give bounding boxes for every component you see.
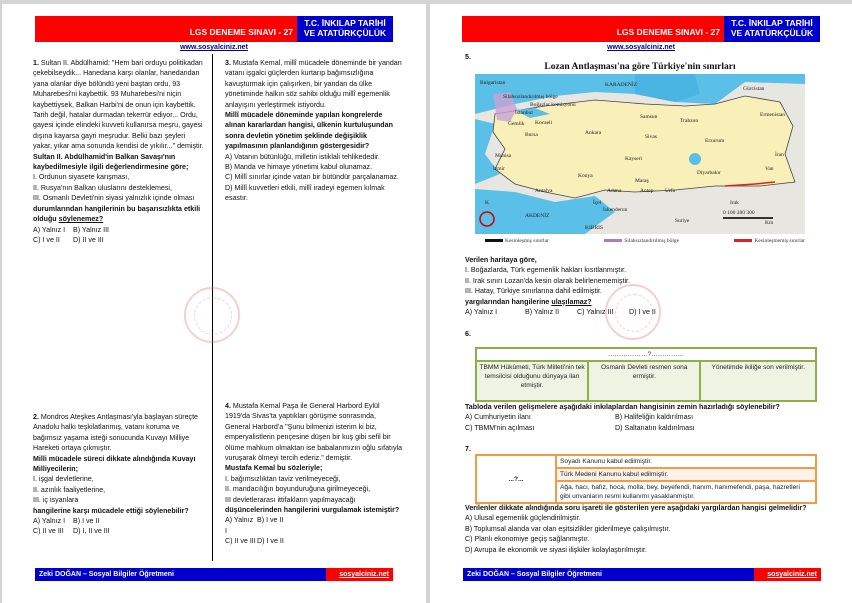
svg-text:Sivas: Sivas <box>645 134 657 140</box>
website-link[interactable]: www.sosyalciniz.net <box>607 44 675 51</box>
svg-text:Konya: Konya <box>578 173 593 179</box>
q1-stem: Sultan II. Abdülhamid'in Balkan Savaşı'nın kaybedilmesiyle ilgili değerlendirmesine göre; <box>33 152 189 172</box>
q2-option-d[interactable]: D) I, II ve III <box>73 527 110 536</box>
question-7-number: 7. <box>465 445 471 453</box>
question-2: 2. Mondros Ateşkes Antlaşması'yla başlayan süreçte Anadolu halkı teşkilatlanmış, vatanı koruma ve bağımsız yaşama isteği sonucunda Kuvayı Milliye Hareketi ortaya çıkmıştır. Milli mücadele süreci dikkate alındığında Kuvayı Milliyecilerin; I. işgal devletlerine, II. azınlık faaliyetlerine, III. iç isyanlara hangilerine karşı mücadele ettiği söylenebilir? A) Yalnız I B) I ve II C) II ve III D) I, II ve III <box>33 413 199 536</box>
q2-option-c[interactable]: C) II ve III <box>33 527 64 536</box>
q7-option-a[interactable]: A) Ulusal egemenlik güçlendirilmiştir. <box>465 514 581 523</box>
svg-text:Adana: Adana <box>607 188 622 194</box>
svg-text:İstanbul: İstanbul <box>515 110 533 116</box>
q4-option-a[interactable]: A) Yalnız I <box>225 516 254 535</box>
footer-author: Zeki DOĞAN – Sosyal Bilgiler Öğretmeni <box>463 568 754 581</box>
footer-site-link[interactable]: sosyalciniz.net <box>326 568 393 581</box>
q6-option-c[interactable]: C) TBMM'nin açılması <box>465 423 535 432</box>
map-legend: Kesinleşmiş sınırlar Silahsızlandırılmış bölge Kesinleşmemiş sınırlar <box>485 238 805 244</box>
map-label-bulgaristan: Bulgaristan <box>480 80 506 86</box>
q6-option-d[interactable]: D) Saltanatın kaldırılması <box>615 423 695 432</box>
svg-text:Kocaeli: Kocaeli <box>535 120 553 126</box>
svg-text:Trabzon: Trabzon <box>680 118 699 124</box>
question-3: 3. Mustafa Kemal, millî mücadele döneminde bir yandan vatanı işgalci güçlerden kurtarıp bağımsızlığına kavuşturmak için çalışırken, bir yandan da ülke yönetiminde halkın söz sahibi olduğu millî egemenlik anlayışını yerleştirmek istiyordu. Millî mücadele döneminde yapılan kongrelerde alınan kararlardan hangisi, ülkenin kurtuluşundan sonra devletin yönetim şeklinde değişiklik yapılmasının planlandığının göstergesidir? A) Vatanın bütünlüğü, milletin istiklali tehlikededir. B) Manda ve himaye yönetimi kabul olunamaz. C) Millî sınırlar içinde vatan bir bütündür parçalanamaz. D) Millî kuvvetleri etkili, millî iradeyi egemen kılmak esastır. <box>225 59 402 203</box>
page-header <box>462 16 820 42</box>
svg-text:İçel: İçel <box>593 200 602 206</box>
q1-option-b[interactable]: B) Yalnız III <box>73 225 110 234</box>
q6-option-b[interactable]: B) Halifeliğin kaldırılması <box>615 413 694 422</box>
q5-option-a[interactable]: A) Yalnız I <box>465 308 498 317</box>
page-footer <box>463 568 821 581</box>
svg-text:Km: Km <box>765 220 774 226</box>
svg-text:Diyarbakır: Diyarbakır <box>697 170 721 176</box>
q7-option-b[interactable]: B) Toplumsal alanda var olan eşitsizlikler giderilmeye çalışılmıştır. <box>465 524 671 533</box>
svg-text:Manisa: Manisa <box>495 153 512 159</box>
svg-text:Antalya: Antalya <box>535 188 553 194</box>
ministry-seal-watermark <box>184 287 240 343</box>
svg-text:Bursa: Bursa <box>525 132 538 138</box>
svg-text:Silahsızlandırılmış bölge: Silahsızlandırılmış bölge <box>503 94 558 100</box>
q7-table: ...?... Soyadı Kanunu kabul edilmiştir. Türk Medeni Kanunu kabul edilmiştir. Ağa, hacı, hafız, hoca, molla, bey, beyefendi, hanım, hanımefendi, paşa, hazretleri gibi unvanların resmi kullanımı yasaklanmıştır. <box>475 454 817 504</box>
q2-option-b[interactable]: B) I ve II <box>73 517 100 526</box>
svg-text:KIBRIS: KIBRIS <box>585 225 604 231</box>
svg-text:İran: İran <box>775 152 784 158</box>
svg-text:Antep: Antep <box>640 188 654 194</box>
svg-text:Erzurum: Erzurum <box>705 138 725 144</box>
footer-author: Zeki DOĞAN – Sosyal Bilgiler Öğretmeni <box>35 568 326 581</box>
q7-option-d[interactable]: D) Avrupa ile ekonomik ve siyasi ilişkiler kolaylaştırılmıştır. <box>465 545 647 554</box>
subject-title: T.C. İNKILAP TARİHİ VE ATATÜRKÇÜLÜK <box>724 16 820 42</box>
svg-text:Ermenistan: Ermenistan <box>760 112 786 118</box>
subject-title: T.C. İNKILAP TARİHİ VE ATATÜRKÇÜLÜK <box>297 16 393 42</box>
svg-text:Maraş: Maraş <box>635 178 649 184</box>
website-link[interactable]: www.sosyalciniz.net <box>180 44 248 51</box>
svg-text:Boğazlar komisyonu: Boğazlar komisyonu <box>530 102 576 108</box>
left-page-footer <box>35 568 393 581</box>
q5-option-b[interactable]: B) Yalnız II <box>525 308 560 317</box>
q1-option-d[interactable]: D) II ve III <box>73 235 104 244</box>
svg-text:KARADENİZ: KARADENİZ <box>605 82 638 88</box>
page-header <box>35 16 393 42</box>
q6-option-a[interactable]: A) Cumhuriyetin ilanı <box>465 413 531 422</box>
q1-option-a[interactable]: A) Yalnız I <box>33 225 66 234</box>
q5-option-d[interactable]: D) I ve II <box>629 308 656 317</box>
q3-option-c[interactable]: C) Millî sınırlar içinde vatan bir bütündür parçalanamaz. <box>225 173 399 182</box>
turkey-lozan-map <box>475 74 805 234</box>
q4-option-b[interactable]: B) I ve II <box>257 516 284 525</box>
question-6-number: 6. <box>465 330 471 338</box>
svg-text:Urfa: Urfa <box>665 188 676 194</box>
map-title: Lozan Antlaşması'na göre Türkiye'nin sınırları <box>544 62 736 72</box>
svg-text:Irak: Irak <box>730 200 739 206</box>
q5-option-c[interactable]: C) Yalnız III <box>577 308 614 317</box>
svg-text:Van: Van <box>765 166 774 172</box>
svg-text:Gürcistan: Gürcistan <box>743 86 765 92</box>
q7-option-c[interactable]: C) Planlı ekonomiye geçiş sağlanmıştır. <box>465 535 590 544</box>
page-left <box>2 4 426 603</box>
question-1: 1. Sultan II. Abdülhamid: "Hem bari orduyu politikadan çekebilseydik... Hanedana karşı olanlar, hanedandan yana olanlar diye bölündü yeni baştan ordu, 93 Muharebesi'ni kaybettik. 93 Muharebesi'ni niçin kaybettiysek, Balkan Harbi'ni de onun için kaybettik. Tarih değil, hatalar durmadan tekerrür ediyor... Ordu, gayesi içinde elindeki kuvveti kullanırsa meşru, gayesi dışına kayarsa gayri meşrudur. Belki bazı şeyleri yakar, yıkar ama sonunda kendisi de yıkılır..." demiştir. Sultan II. Abdülhamid'in Balkan Savaşı'nın kaybedilmesiyle ilgili değerlendirmesine göre; I. Ordunun siyasete karışması, II. Rusya'nın Balkan uluslarını desteklemesi, III. Osmanlı Devleti'nin siyasi yalnızlık içinde olması durumlarından hangilerinin bu başarısızlıkta etkili olduğu söylenemez? A) Yalnız I B) Yalnız III C) I ve II D) II ve III <box>33 59 204 244</box>
exam-title: LGS DENEME SINAVI - 27 <box>462 16 724 42</box>
q3-option-b[interactable]: B) Manda ve himaye yönetimi kabul olunamaz. <box>225 163 373 172</box>
svg-text:0 100 200 300: 0 100 200 300 <box>723 210 755 216</box>
page-right <box>430 4 852 603</box>
q2-option-a[interactable]: A) Yalnız I <box>33 517 66 526</box>
q4-option-d[interactable]: D) I ve II <box>257 537 284 546</box>
svg-text:İskenderun: İskenderun <box>603 207 628 213</box>
q6-table: ………………?…………… TBMM Hükûmeti, Türk Milleti'nin tek temsilcisi olduğunu dünyaya ilan etmiştir. Osmanlı Devleti resmen sona ermiştir. Yönetimde ikiliğe son verilmiştir. <box>475 347 817 402</box>
q1-option-c[interactable]: C) I ve II <box>33 235 60 244</box>
question-5: Verilen haritaya göre, I. Boğazlarda, Türk egemenlik hakları kısıtlanmıştır. II. Irak sınırı Lozan'da kesin olarak belirlenememiştir. III. Hatay, Türkiye sınırlarına dahil edilmiştir. yargılarından hangilerine ulaşılamaz? A) Yalnız I B) Yalnız II C) Yalnız III D) I ve II <box>465 256 656 317</box>
exam-title: LGS DENEME SINAVI - 27 <box>35 16 297 42</box>
question-5-number: 5. <box>465 53 471 61</box>
footer-site-link[interactable]: sosyalciniz.net <box>754 568 821 581</box>
question-7: Verilenler dikkate alındığında soru işareti ile gösterilen yere aşağıdaki yargılardan hangisi gelmelidir? A) Ulusal egemenlik güçlendirilmiştir. B) Toplumsal alanda var olan eşitsizlikler giderilmeye çalışılmıştır. C) Planlı ekonomiye geçiş sağlanmıştır. D) Avrupa ile ekonomik ve siyasi ilişkiler kolaylaştırılmıştır. <box>465 503 835 555</box>
q3-option-d[interactable]: D) Millî kuvvetleri etkili, millî iradeyi egemen kılmak esastır. <box>225 183 385 203</box>
svg-text:AKDENİZ: AKDENİZ <box>525 213 550 219</box>
q4-option-c[interactable]: C) II ve III <box>225 537 256 546</box>
svg-text:K: K <box>485 200 489 206</box>
svg-text:Ankara: Ankara <box>585 130 602 136</box>
svg-text:İzmir: İzmir <box>493 166 505 172</box>
question-4: 4. Mustafa Kemal Paşa ile General Harbord Eylül 1919'da Sivas'ta yaptıkları görüşme sonrasında, General Harbord'a "Şunu bilmenizi isterim ki biz, emperyalistlerin pençesine düşen bir kuş gibi sefil bir ölüme mahkum olmaktan ise babalarımızın oğlu sıfatıyla vuruşarak ölmeyi tercih ederiz." demiştir. Mustafa Kemal bu sözleriyle; I. bağımsızlıktan taviz verilmeyeceği, II. mandacılığın boyunduruğuna girilmeyeceği, III devletlerarası ittifakların yapılmayacağı düşüncelerinden hangilerini vurgulamak istemiştir? A) Yalnız I B) I ve II C) II ve III D) I ve II <box>225 402 403 546</box>
ministry-seal-watermark <box>605 284 661 340</box>
q3-option-a[interactable]: A) Vatanın bütünlüğü, milletin istiklali tehlikededir. <box>225 152 380 161</box>
svg-text:Samsun: Samsun <box>640 114 658 120</box>
question-6: Tabloda verilen gelişmelere aşağıdaki inkılaplardan hangisinin zemin hazırladığı söylenebilir? A) Cumhuriyetin ilanı B) Halifeliğin kaldırılması C) TBMM'nin açılması D) Saltanatın kaldırılması <box>465 403 780 432</box>
svg-text:Gemlik: Gemlik <box>508 121 525 127</box>
svg-text:Suriye: Suriye <box>675 218 690 224</box>
svg-text:Kayseri: Kayseri <box>625 156 643 162</box>
